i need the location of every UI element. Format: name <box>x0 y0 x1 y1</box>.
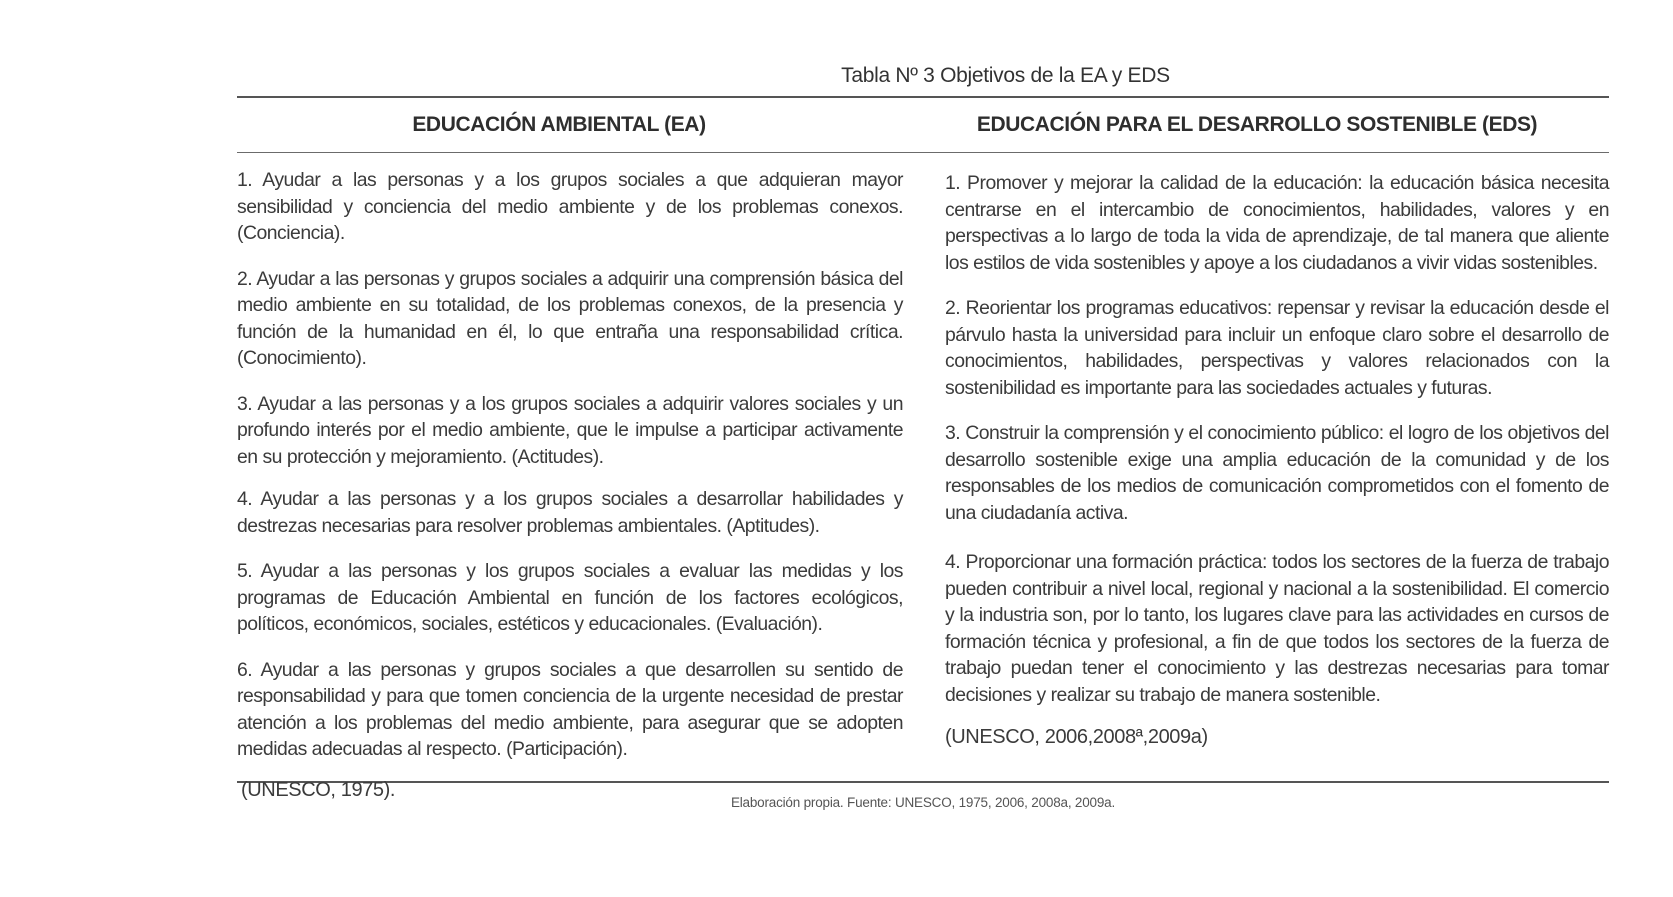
footer-note: Elaboración propia. Fuente: UNESCO, 1975, 2006, 2008a, 2009a. <box>730 795 1116 810</box>
ea-objective-6: 6. Ayudar a las personas y grupos sociales a que desarrollen su sentido de responsabilidad y para que tomen conciencia de la urgente necesidad de prestar atención a los problemas del medio ambiente, para asegurar que se adopten medidas adecuadas al respecto. (Participación). <box>237 658 903 760</box>
ea-objective-3: 3. Ayudar a las personas y a los grupos sociales a adquirir valores sociales y un profundo interés por el medio ambiente, que le impulse a participar activamente en su protección y mejoramiento. (Actitudes). <box>237 392 903 468</box>
ea-objective-2: 2. Ayudar a las personas y grupos sociales a adquirir una comprensión básica del medio ambiente en su totalidad, de los problemas conexos, de la presencia y función de la humanidad en él, lo que entraña una responsabilidad crítica. (Conocimiento). <box>237 267 903 369</box>
eds-source: (UNESCO, 2006,2008ª,2009a) <box>945 726 1208 748</box>
ea-objective-4: 4. Ayudar a las personas y a los grupos sociales a desarrollar habilidades y destrezas necesarias para resolver problemas ambientales. (Aptitudes). <box>237 488 903 537</box>
table-body-row <box>237 153 1609 801</box>
table-container <box>237 64 1609 810</box>
table-caption: Tabla Nº 3 Objetivos de la EA y EDS <box>841 64 1170 87</box>
ea-objective-5: 5. Ayudar a las personas y los grupos sociales a evaluar las medidas y los programas de Educación Ambiental en función de los factores ecológicos, políticos, económicos, sociales, estéticos y educacionales. (Evaluación). <box>237 560 903 635</box>
header-ea: EDUCACIÓN AMBIENTAL (EA) <box>412 113 706 136</box>
eds-objective-2: 2. Reorientar los programas educativos: repensar y revisar la educación desde el párvulo hasta la universidad para incluir un enfoque claro sobre el desarrollo de conocimientos, habilidades, perspectivas y valores relacionados con la sostenibilidad es importante para las sociedades actuales y futuras. <box>945 297 1609 399</box>
table-header-row <box>237 98 1609 152</box>
header-eds: EDUCACIÓN PARA EL DESARROLLO SOSTENIBLE (EDS) <box>976 113 1538 136</box>
eds-column <box>945 167 1609 781</box>
eds-objective-1: 1. Promover y mejorar la calidad de la educación: la educación básica necesita centrarse en el intercambio de conocimientos, habilidades, valores y en perspectivas a lo largo de toda la vida de aprendizaje, de tal manera que aliente los estilos de vida sostenibles y apoye a los ciudadanos a vivir vidas sostenibles. <box>945 172 1609 274</box>
eds-objective-4: 4. Proporcionar una formación práctica: todos los sectores de la fuerza de trabajo pueden contribuir a nivel local, regional y nacional a la sostenibilidad. El comercio y la industria son, por lo tanto, los lugares clave para las actividades en cursos de formación técnica y profesional, a fin de que todos los sectores de la fuerza de trabajo puedan tener el conocimiento y las destrezas necesarias para tomar decisiones y realizar su trabajo de manera sostenible. <box>945 551 1609 706</box>
eds-objective-3: 3. Construir la comprensión y el conocimiento público: el logro de los objetivos del desarrollo sostenible exige una amplia educación de la comunidad y de los responsables de los medios de comunicación comprometidos con el fomento de una ciudadanía activa. <box>945 422 1609 524</box>
ea-source: (UNESCO, 1975). <box>241 778 396 801</box>
ea-objective-1: 1. Ayudar a las personas y a los grupos sociales a que adquieran mayor sensibilidad y conciencia del medio ambiente y de los problemas conexos. (Conciencia). <box>237 169 903 244</box>
ea-column <box>237 167 903 801</box>
